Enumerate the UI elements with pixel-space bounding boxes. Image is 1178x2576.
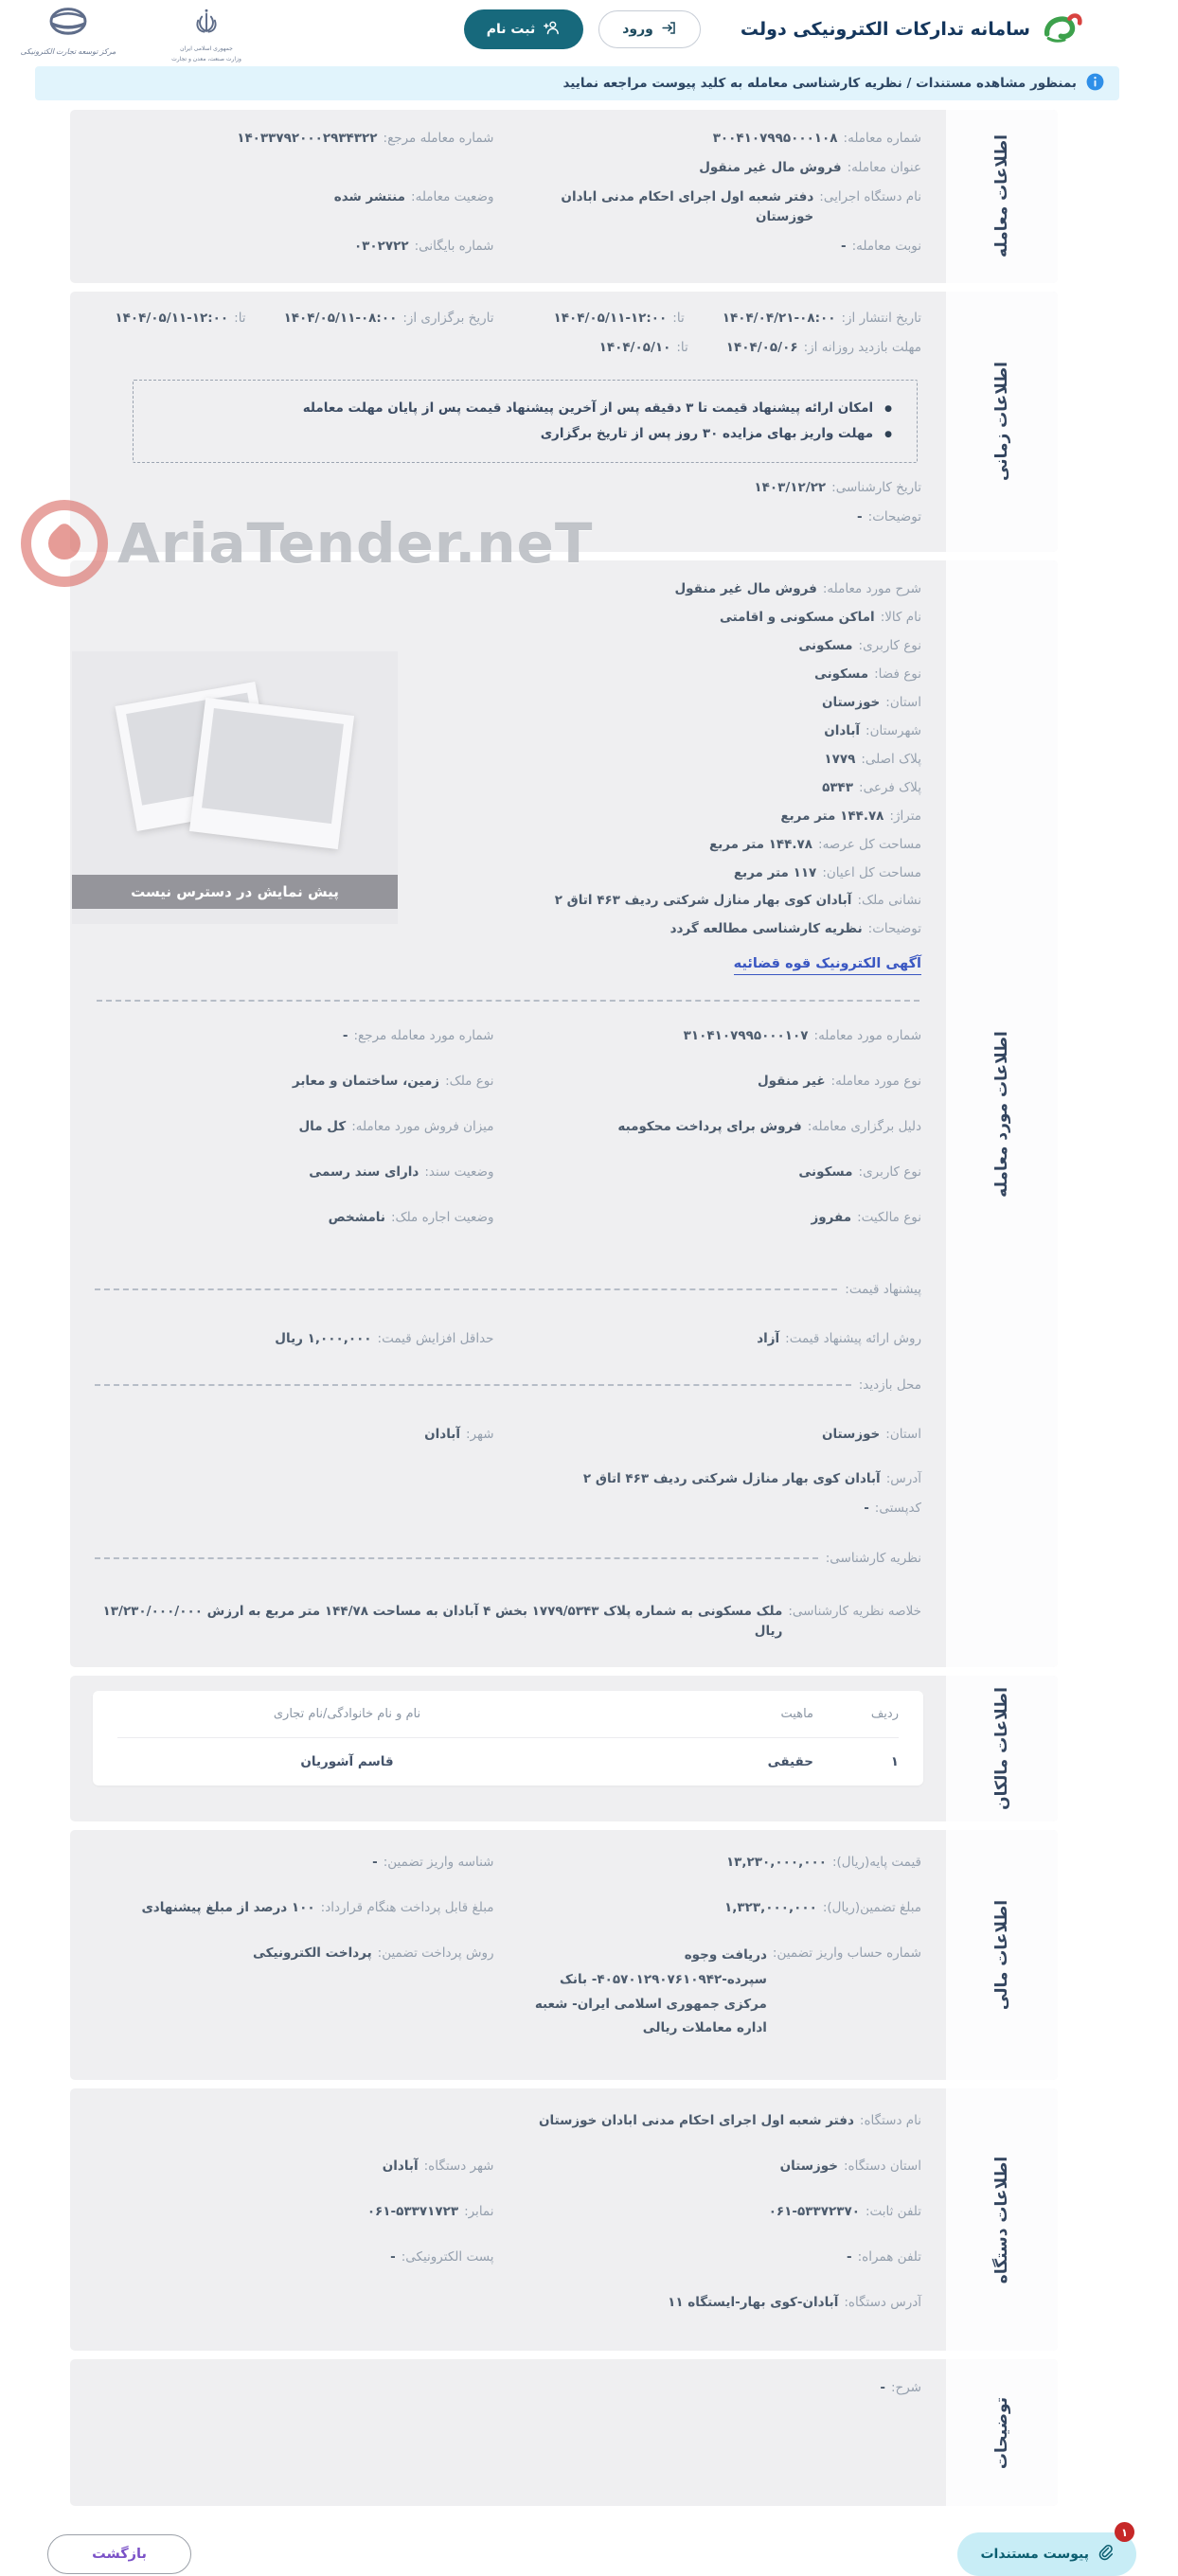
field-visit-city <box>95 1425 494 1445</box>
label: وضعیت معامله: <box>411 188 494 204</box>
value: نامشخص <box>328 1209 385 1225</box>
value: ۳۱۰۴۱۰۷۹۹۵۰۰۰۱۰۷ <box>683 1028 809 1044</box>
info-banner-text: بمنظور مشاهده مستندات / نظریه کارشناسی معامله به کلید پیوست مراجعه نمایید <box>562 76 1077 91</box>
value: آبادان-کوی بهار-ایستگاه ۱۱ <box>668 2294 839 2310</box>
value: غیر منقول <box>757 1074 826 1090</box>
label: نام دستگاه: <box>859 2112 921 2128</box>
header-label: نظریه کارشناسی: <box>825 1550 921 1566</box>
col-row-number: ردیف <box>870 1707 899 1722</box>
field-expert-date <box>95 478 921 498</box>
field-sale-portion <box>95 1117 494 1137</box>
label: میزان فروش مورد معامله: <box>351 1119 494 1135</box>
field-timing-desc <box>95 507 921 527</box>
value: ۱۳,۲۳۰,۰۰۰,۰۰۰ <box>725 1855 827 1871</box>
value: ۱۴۴.۷۸ متر مربع <box>708 836 813 852</box>
label: کدپستی: <box>874 1500 921 1516</box>
card-description <box>70 2359 1058 2506</box>
label: شناسه واریز تضمین: <box>383 1855 494 1871</box>
field-agency-name <box>95 2111 921 2131</box>
value: ملک مسکونی به شماره پلاک ۱۷۷۹/۵۳۴۳ بخش ۴ آبادان به مساحت ۱۴۴/۷۸ متر مربع به ارزش ۱۳/۲۳۰/۰۰۰/۰۰۰ ریال <box>102 1603 783 1639</box>
value-to: ۱۴۰۴/۰۵/۱۱-۱۲:۰۰ <box>115 310 229 326</box>
label: قیمت پایه(ریال): <box>831 1855 921 1871</box>
col-owner-name: نام و نام خانوادگی/نام تجاری <box>273 1707 421 1722</box>
label: شماره حساب واریز تضمین: <box>772 1945 921 1962</box>
label: شهر: <box>465 1426 494 1442</box>
field-agency-province <box>523 2157 922 2176</box>
dashed-separator <box>97 1000 919 1002</box>
section-label-agency: اطلاعات دستگاه <box>992 2156 1011 2283</box>
label: روش ارائه پیشنهاد قیمت: <box>785 1330 921 1346</box>
label: نشانی ملک: <box>857 893 921 909</box>
label: دلیل برگزاری معامله: <box>807 1119 921 1135</box>
owner-row <box>117 1738 899 1785</box>
label: نمابر: <box>464 2203 494 2219</box>
label: شهر دستگاه: <box>423 2158 494 2174</box>
label: روش پرداخت تضمین: <box>377 1945 494 1962</box>
field-deal-status <box>95 187 494 227</box>
card-deal-info <box>70 110 1058 283</box>
col-entity-type: ماهیت <box>780 1707 813 1722</box>
field-subject-ref-number <box>95 1026 494 1046</box>
value: فروش برای پرداخت محکومبه <box>617 1119 802 1135</box>
field-deal-ref-number <box>95 129 494 149</box>
value: ۱۷۷۹ <box>824 751 856 767</box>
field-deal-title <box>523 158 922 178</box>
field-contract-payable <box>95 1898 494 1918</box>
value: آبادان کوی بهار منازل شرکتی ردیف ۴۶۳ اتاق ۲ <box>582 1470 881 1486</box>
attachments-count-badge: ۱ <box>1115 2522 1134 2542</box>
label: شماره بایگانی: <box>414 238 494 254</box>
judiciary-ad-link[interactable]: آگهی الکترونیک قوه قضائیه <box>734 956 921 975</box>
value: ۳۰۰۴۱۰۷۹۹۵۰۰۰۱۰۸ <box>712 131 838 146</box>
value: ۱,۰۰۰,۰۰۰ ریال <box>275 1330 372 1346</box>
field-rent-status <box>95 1208 494 1228</box>
info-banner <box>35 66 1119 100</box>
label: مساحت کل اعیان: <box>822 864 921 880</box>
label: شماره مورد معامله: <box>813 1028 921 1044</box>
label: آدرس دستگاه: <box>844 2294 921 2310</box>
to-label: تا: <box>672 310 685 326</box>
value: فروش مال غیر منقول <box>674 581 817 597</box>
value: دریافت وجوه سپرده-۴۰۵۷۰۱۲۹۰۷۶۱۰۹۴۲- بانک مرکزی جمهوری اسلامی ایران- شعبه اداره معاملات ریالی <box>534 1947 767 2036</box>
field-subject-type <box>523 1072 922 1092</box>
label: مساحت کل عرصه: <box>818 836 921 852</box>
value: - <box>847 2248 852 2265</box>
bullet-icon: ● <box>884 403 892 414</box>
value: - <box>342 1028 348 1044</box>
value: دفتر شعبه اول اجرای احکام مدنی ابادان خوزستان <box>538 2112 854 2128</box>
label: شرح مورد معامله: <box>822 581 921 597</box>
label: شماره مورد معامله مرجع: <box>353 1028 494 1044</box>
label: نوع ملک: <box>445 1074 494 1090</box>
value: مسکونی <box>798 1164 853 1181</box>
field-subject-desc <box>95 579 921 599</box>
value: ۱,۳۲۳,۰۰۰,۰۰۰ <box>724 1900 817 1916</box>
owners-table-header <box>117 1691 899 1738</box>
login-label: ورود <box>622 22 653 37</box>
label: نام کالا: <box>880 610 921 626</box>
ministry-caption-line2: وزارت صنعت، معدن و تجارت <box>171 56 241 62</box>
label: تاریخ انتشار از: <box>841 310 921 326</box>
info-icon <box>1086 73 1104 95</box>
value: ۱۴۴.۷۸ متر مربع <box>780 808 884 824</box>
watermark-text: AriaTender.neT <box>117 511 594 576</box>
card-financial-info <box>70 1830 1058 2079</box>
value-from: ۱۴۰۴/۰۴/۲۱-۰۸:۰۰ <box>722 310 836 326</box>
login-icon <box>661 20 677 40</box>
value: زمین، ساختمان و معابر <box>292 1074 440 1090</box>
attachments-button[interactable] <box>957 2525 1136 2576</box>
globe-icon <box>48 7 88 44</box>
label: استان دستگاه: <box>843 2158 921 2174</box>
photo-area <box>202 708 344 824</box>
card-timing-info <box>70 292 1058 553</box>
visit-fields <box>95 1425 921 1454</box>
value: مفروز <box>811 1209 852 1225</box>
header-label: پیشنهاد قیمت: <box>845 1281 921 1297</box>
subject-pair-fields <box>95 1026 921 1253</box>
section-label-deal: اطلاعات معامله <box>992 134 1011 258</box>
field-agency-address <box>95 2293 921 2313</box>
label: نوع مورد معامله: <box>830 1074 921 1090</box>
value: خوزستان <box>821 1426 881 1442</box>
value: ۰۶۱-۵۳۳۷۱۷۲۳ <box>366 2203 459 2219</box>
owner-entity-type: حقیقی <box>767 1754 813 1770</box>
value: آبادان کوی بهار منازل شرکتی ردیف ۴۶۳ اتاق ۲ <box>554 893 852 909</box>
label: نام دستگاه اجرایی: <box>819 188 921 204</box>
note-text: امکان ارائه پیشنهاد قیمت تا ۳ دقیقه پس از آخرین پیشنهاد قیمت پس از پایان مهلت معامله <box>302 400 874 417</box>
ministry-logo <box>153 7 259 63</box>
section-tab-timing <box>946 292 1058 553</box>
field-auction-reason <box>523 1117 922 1137</box>
field-expert-summary <box>95 1602 921 1642</box>
value: - <box>372 1855 378 1871</box>
field-deal-round <box>523 237 922 257</box>
field-executive-agency <box>523 187 922 227</box>
value-from: ۱۴۰۴/۰۵/۰۶ <box>725 339 798 355</box>
field-offer-method <box>523 1329 922 1349</box>
section-label-subject: اطلاعات مورد معامله <box>992 1031 1011 1198</box>
field-deed-status <box>95 1163 494 1182</box>
value: - <box>857 509 863 525</box>
value-to: ۱۴۰۴/۰۵/۱۰ <box>598 339 671 355</box>
label: تلفن همراه: <box>857 2248 921 2265</box>
label: استان: <box>885 694 921 710</box>
brand <box>741 8 1083 51</box>
value: ۰۳۰۲۷۲۲ <box>353 238 409 254</box>
section-tab-description <box>946 2359 1058 2506</box>
label: شماره معامله مرجع: <box>383 131 494 146</box>
label: نوع مالکیت: <box>857 1209 921 1225</box>
section-label-description: توضیحات <box>992 2396 1011 2470</box>
field-visit-address <box>95 1469 921 1489</box>
owner-row-number: ۱ <box>890 1754 899 1770</box>
section-label-financial: اطلاعات مالی <box>992 1900 1011 2011</box>
label: متراژ: <box>889 808 921 824</box>
value: منتشر شده <box>333 188 406 204</box>
visit-place-header <box>95 1377 921 1393</box>
value: اماکن مسکونی و اقامتی <box>719 610 875 626</box>
value: ۱۱۷ متر مربع <box>733 864 817 880</box>
section-tab-owners <box>946 1676 1058 1821</box>
value: مسکونی <box>813 666 869 683</box>
ecommerce-center-caption: مرکز توسعه تجارت الکترونیکی <box>20 47 116 56</box>
note-text: مهلت واریز بهای مزایده ۳۰ روز پس از تاریخ برگزاری <box>540 426 874 442</box>
field-guarantee-amount <box>523 1898 922 1918</box>
person-plus-icon <box>544 20 561 39</box>
timing-note <box>158 396 892 421</box>
section-label-timing: اطلاعات زمانی <box>992 362 1011 482</box>
main-content <box>70 110 1058 2506</box>
label: نوبت معامله: <box>851 238 921 254</box>
field-goods-name <box>95 608 921 628</box>
login-button[interactable] <box>598 10 701 48</box>
label: نوع فضا: <box>874 666 921 683</box>
value: آزاد <box>757 1330 780 1346</box>
label: پلاک فرعی: <box>859 779 921 795</box>
section-label-owners: اطلاعات مالکان <box>992 1687 1011 1811</box>
ministry-caption-line1: جمهوری اسلامی ایران <box>180 45 233 52</box>
value: دفتر شعبه اول اجرای احکام مدنی ابادان خوزستان <box>561 188 814 224</box>
label: شرح: <box>890 2380 921 2396</box>
label: توضیحات: <box>867 921 921 937</box>
field-deposit-id <box>95 1853 494 1873</box>
section-tab-deal <box>946 110 1058 283</box>
label: تاریخ برگزاری از: <box>402 310 494 326</box>
field-agency-phone <box>523 2202 922 2222</box>
field-guarantee-payment-method <box>95 1944 494 2041</box>
expert-opinion-header <box>95 1551 921 1566</box>
field-property-type <box>95 1072 494 1092</box>
dashed-line <box>95 1557 818 1559</box>
value: خوزستان <box>779 2158 838 2174</box>
value-to: ۱۴۰۴/۰۵/۱۱-۱۲:۰۰ <box>553 310 668 326</box>
value: فروش مال غیر منقول <box>699 159 842 175</box>
field-agency-fax <box>95 2202 494 2222</box>
iran-emblem-icon <box>191 7 222 43</box>
label: پست الکترونیکی: <box>401 2248 494 2265</box>
image-preview-placeholder <box>72 651 398 924</box>
label: مبلغ قابل پرداخت هنگام قرارداد: <box>320 1900 494 1916</box>
value: خوزستان <box>821 694 881 710</box>
dashed-line <box>95 1288 837 1290</box>
card-owners-info <box>70 1676 1058 1821</box>
field-ownership-type <box>523 1208 922 1228</box>
field-description <box>95 2378 921 2398</box>
value: ۱۴۰۳/۱۲/۲۲ <box>754 480 827 496</box>
section-tab-financial <box>946 1830 1058 2079</box>
card-subject-info <box>70 560 1058 1667</box>
register-button[interactable] <box>464 9 583 49</box>
value-from: ۱۴۰۴/۰۵/۱۱-۰۸:۰۰ <box>283 310 398 326</box>
attachments-label: پیوست مستندات <box>980 2547 1089 2563</box>
value: آبادان <box>424 1426 460 1442</box>
section-tab-subject <box>946 560 1058 1667</box>
header-label: محل بازدید: <box>858 1377 921 1393</box>
back-button[interactable]: بازگشت <box>47 2534 191 2574</box>
field-agency-city <box>95 2157 494 2176</box>
label: مبلغ تضمین(ریال): <box>822 1900 921 1916</box>
header-actions <box>464 9 701 49</box>
photo-frame <box>189 698 354 849</box>
label: خلاصه نظریه کارشناسی: <box>788 1603 921 1619</box>
owner-name: قاسم آشوریان <box>300 1754 394 1770</box>
value: ۱۴۰۳۳۷۹۲۰۰۰۲۹۳۴۳۲۲ <box>237 131 378 146</box>
field-agency-email <box>95 2247 494 2267</box>
label: تلفن ثابت: <box>865 2203 921 2219</box>
label: شهرستان: <box>866 722 921 738</box>
value: نظریه کارشناسی مطالعه گردد <box>669 921 863 937</box>
card-agency-info <box>70 2088 1058 2352</box>
value: - <box>880 2380 885 2396</box>
label: آدرس: <box>885 1470 921 1486</box>
field-postal-code <box>95 1499 921 1519</box>
value: - <box>841 238 847 254</box>
label: وضعیت سند: <box>424 1164 494 1181</box>
register-label: ثبت نام <box>486 22 536 37</box>
value: - <box>390 2248 396 2265</box>
field-visit-province <box>523 1425 922 1445</box>
field-visit-dates <box>523 338 922 358</box>
price-fields <box>95 1329 921 1359</box>
app-title: سامانه تدارکات الکترونیکی دولت <box>740 19 1030 40</box>
setad-logo-icon <box>1040 8 1083 51</box>
owners-table <box>93 1691 923 1785</box>
field-base-price <box>523 1853 922 1873</box>
timing-notes-box <box>133 380 918 463</box>
field-agency-mobile <box>523 2247 922 2267</box>
field-min-increase <box>95 1329 494 1349</box>
value: ۰۶۱-۵۳۳۷۲۳۷۰ <box>768 2203 860 2219</box>
value: پرداخت الکترونیکی <box>252 1945 372 1962</box>
value: ۵۳۴۳ <box>822 779 854 795</box>
section-tab-agency <box>946 2088 1058 2352</box>
label: مهلت بازدید روزانه از: <box>803 339 921 355</box>
label: عنوان معامله: <box>847 159 921 175</box>
label: تاریخ کارشناسی: <box>831 480 921 496</box>
ecommerce-center-logo <box>15 7 121 63</box>
label: نوع کاربری: <box>858 1164 921 1181</box>
page-footer <box>47 2525 1136 2576</box>
label: نوع کاربری: <box>858 638 921 654</box>
value: مسکونی <box>798 638 853 654</box>
to-label: تا: <box>676 339 688 355</box>
bullet-icon: ● <box>884 429 892 439</box>
label: وضعیت اجاره ملک: <box>390 1209 494 1225</box>
field-deal-number <box>523 129 922 149</box>
timing-note <box>158 421 892 447</box>
price-offer-header <box>95 1282 921 1297</box>
value: کل مال <box>298 1119 347 1135</box>
label: شماره معامله: <box>843 131 921 146</box>
field-usage-type2 <box>523 1163 922 1182</box>
label: استان: <box>885 1426 921 1442</box>
field-auction-dates <box>95 309 494 329</box>
paperclip-icon <box>1098 2544 1114 2565</box>
field-guarantee-account <box>523 1944 922 2041</box>
preview-caption: پیش نمایش در دسترس نیست <box>72 875 398 909</box>
field-archive-number <box>95 237 494 257</box>
label: توضیحات: <box>867 509 921 525</box>
value: - <box>864 1500 869 1516</box>
value: آبادان <box>382 2158 419 2174</box>
value: آبادان <box>824 722 861 738</box>
to-label: تا: <box>234 310 246 326</box>
dashed-line <box>95 1384 851 1386</box>
government-logos <box>15 7 259 63</box>
field-subject-number <box>523 1026 922 1046</box>
field-publish-dates <box>523 309 922 329</box>
label: حداقل افزایش قیمت: <box>377 1330 494 1346</box>
value: ۱۰۰ درصد از مبلغ پیشنهادی <box>141 1900 315 1916</box>
value: دارای سند رسمی <box>309 1164 419 1181</box>
label: پلاک اصلی: <box>861 751 921 767</box>
